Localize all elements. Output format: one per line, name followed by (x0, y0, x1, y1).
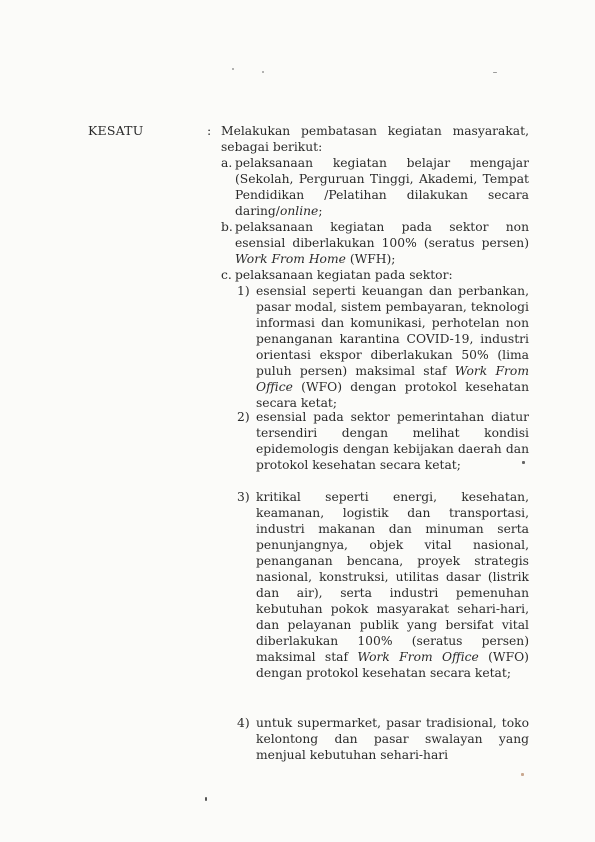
scan-speck (522, 461, 525, 464)
intro-paragraph: Melakukan pembatasan kegiatan masyarakat, sebagai berikut: (221, 124, 529, 154)
subitem-4-text: untuk supermarket, pasar tradisional, toko kelontong dan pasar swalayan yang menjual kebutuhan sehari-hari (256, 716, 529, 762)
scan-speck (205, 797, 207, 801)
item-c-text: pelaksanaan kegiatan pada sektor: (235, 268, 453, 282)
subitem-3-text: kritikal seperti energi, kesehatan, keamanan, logistik dan transportasi, industri makanan dan minuman serta penunjangnya, objek vital nasional, penanganan bencana, proyek strategis nasional, konstruksi, utilitas dasar (listrik dan air), serta industri pemenuhan kebutuhan pokok masyarakat sehari-hari, dan pelayanan publik yang bersifat vital diberlakukan 100% (seratus persen) maksimal staf Work From Office (WFO) dengan protokol kesehatan secara ketat; (256, 490, 529, 680)
scan-speck (232, 68, 234, 70)
item-a-text: pelaksanaan kegiatan belajar mengajar (Sekolah, Perguruan Tinggi, Akademi, Tempat Pendidikan /Pelatihan dilakukan secara daring/online; (235, 156, 529, 218)
scan-speck (493, 72, 497, 73)
subitem-2-text: esensial pada sektor pemerintahan diatur tersendiri dengan melihat kondisi epidemologis dengan kebijakan daerah dan protokol kesehatan secara ketat; (256, 410, 529, 472)
item-b-label: b. (221, 220, 233, 234)
scan-speck (521, 773, 524, 776)
subitem-3-label: 3) (237, 490, 250, 504)
item-c-label: c. (221, 268, 232, 282)
section-colon: : (207, 123, 212, 138)
subitem-1-label: 1) (237, 284, 250, 298)
scan-speck (262, 71, 264, 73)
subitem-1-text: esensial seperti keuangan dan perbankan, pasar modal, sistem pembayaran, teknologi informasi dan komunikasi, perhotelan non penanganan karantina COVID-19, industri orientasi ekspor diberlakukan 50% (lima puluh persen) maksimal staf Work From Office (WFO) dengan protokol kesehatan secara ketat; (256, 284, 529, 410)
item-b-text: pelaksanaan kegiatan pada sektor non esensial diberlakukan 100% (seratus persen) Work From Home (WFH); (235, 220, 529, 266)
item-a-label: a. (221, 156, 233, 170)
subitem-2-label: 2) (237, 410, 250, 424)
subitem-4-label: 4) (237, 716, 250, 730)
section-label: KESATU (88, 123, 144, 138)
